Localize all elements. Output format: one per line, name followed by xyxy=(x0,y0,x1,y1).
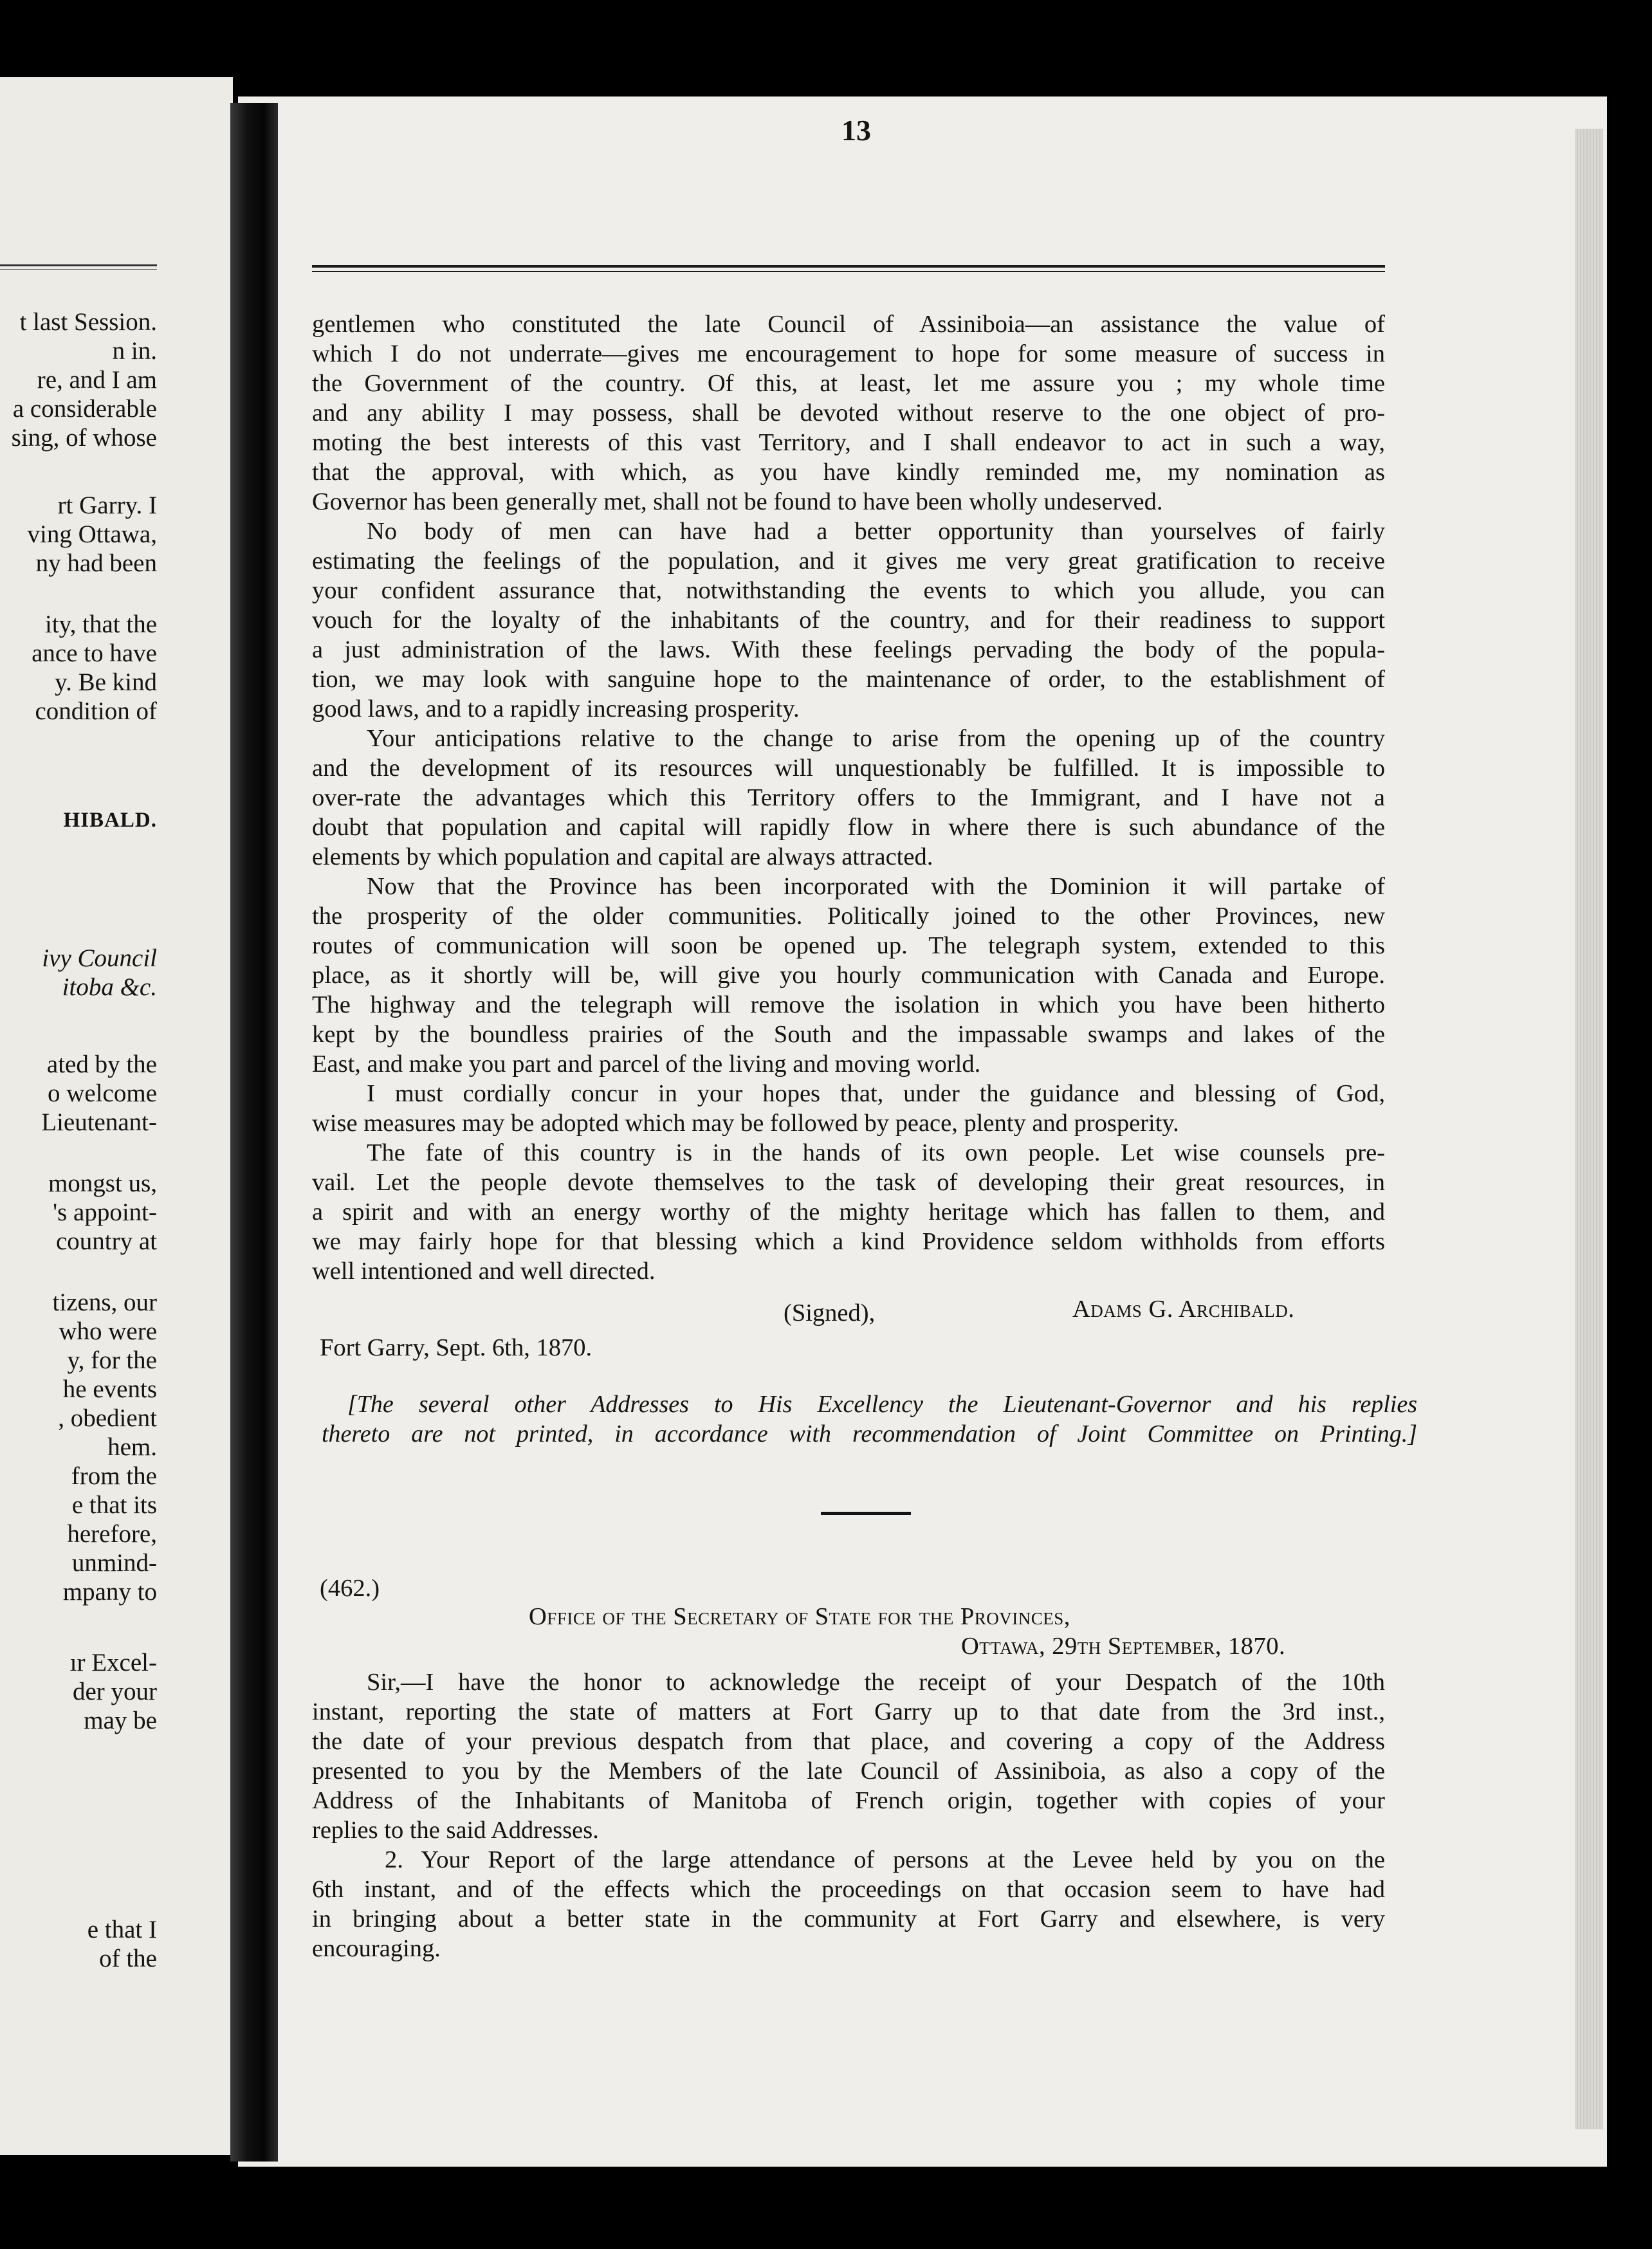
body-line: East, and make you part and parcel of the living and moving world. xyxy=(312,1051,981,1078)
left-line: ity, that the xyxy=(44,610,157,638)
left-line: tizens, our xyxy=(52,1289,157,1316)
body-line: that the approval, with which, as you have kindly reminded me, my nomination as xyxy=(312,459,1385,486)
body-line: routes of communication will soon be opened up. The telegraph system, extended to this xyxy=(312,932,1385,959)
left-header-rule xyxy=(0,264,157,270)
body-line: The fate of this country is in the hands of its own people. Let wise counsels pre- xyxy=(367,1139,1385,1166)
body-line: wise measures may be adopted which may be followed by peace, plenty and prosperity. xyxy=(312,1110,1179,1137)
body-line: good laws, and to a rapidly increasing prosperity. xyxy=(312,695,800,722)
body-line: moting the best interests of this vast Territory, and I shall endeavor to act in such a way, xyxy=(312,429,1385,456)
left-line: country at xyxy=(55,1227,157,1255)
body-line: a spirit and with an energy worthy of the mighty heritage which has fallen to them, and xyxy=(312,1198,1385,1225)
editorial-note-line: [The several other Addresses to His Excellency the Lieutenant-Governor and his replies xyxy=(347,1391,1417,1418)
left-line: of the xyxy=(99,1945,157,1972)
body-line: No body of men can have had a better opportunity than yourselves of fairly xyxy=(367,518,1385,545)
body-line: estimating the feelings of the population, and it gives me very great gratification to receive xyxy=(312,547,1385,574)
left-line: ır Excel- xyxy=(69,1649,157,1676)
left-line: n in. xyxy=(112,337,157,365)
left-line: mongst us, xyxy=(48,1170,157,1197)
office-heading: Office of the Secretary of State for the Provinces, xyxy=(529,1603,1070,1630)
left-line: may be xyxy=(84,1707,157,1734)
letter-line: replies to the said Addresses. xyxy=(312,1817,599,1844)
letter-line: the date of your previous despatch from that place, and covering a copy of the Address xyxy=(312,1728,1385,1755)
body-line: doubt that population and capital will rapidly flow in where there is such abundance of the xyxy=(312,814,1385,841)
left-line: mpany to xyxy=(62,1578,157,1606)
document-number: (462.) xyxy=(320,1575,380,1602)
left-line: itoba &c. xyxy=(62,973,157,1001)
body-line: the Government of the country. Of this, at least, let me assure you ; my whole time xyxy=(312,370,1385,397)
left-line: unmind- xyxy=(71,1549,157,1577)
letter-line: Address of the Inhabitants of Manitoba of French origin, together with copies of your xyxy=(312,1787,1385,1814)
body-line: your confident assurance that, notwithstanding the events to which you allude, you can xyxy=(312,577,1385,604)
body-line: The highway and the telegraph will remove the isolation in which you have been hitherto xyxy=(312,991,1385,1018)
place-and-date: Fort Garry, Sept. 6th, 1870. xyxy=(320,1334,592,1361)
left-line: ving Ottawa, xyxy=(27,520,157,548)
section-divider xyxy=(821,1512,911,1515)
body-line: Governor has been generally met, shall not be found to have been wholly undeserved. xyxy=(312,488,1163,515)
left-line: e that its xyxy=(71,1491,157,1519)
left-line: ivy Council xyxy=(42,944,157,972)
letter-line: 2. Your Report of the large attendance of persons at the Levee held by you on the xyxy=(385,1846,1385,1873)
signatory-name: Adams G. Archibald. xyxy=(1072,1296,1295,1323)
left-line: he events xyxy=(62,1375,157,1403)
body-line: gentlemen who constituted the late Council of Assiniboia—an assistance the value of xyxy=(312,311,1385,338)
left-line: who were xyxy=(59,1317,157,1345)
left-line: hem. xyxy=(107,1433,157,1461)
left-line: o welcome xyxy=(47,1079,157,1107)
book-gutter xyxy=(230,103,278,2162)
left-line: herefore, xyxy=(67,1520,157,1548)
body-line: and any ability I may possess, shall be devoted without reserve to the one object of pro- xyxy=(312,399,1385,427)
left-signature-fragment: HIBALD. xyxy=(63,809,157,832)
signed-label: (Signed), xyxy=(784,1299,876,1326)
left-line: re, and I am xyxy=(37,366,157,394)
body-line: vail. Let the people devote themselves to the task of developing their great resources, in xyxy=(312,1169,1385,1196)
letter-line: Sir,—I have the honor to acknowledge the receipt of your Despatch of the 10th xyxy=(367,1669,1385,1696)
left-line: sing, of whose xyxy=(11,424,157,452)
left-line: y. Be kind xyxy=(55,668,157,696)
left-line: ated by the xyxy=(46,1051,157,1078)
left-line: e that I xyxy=(87,1916,157,1943)
left-line: condition of xyxy=(35,697,157,725)
left-line: a considerable xyxy=(12,395,157,423)
letter-line: instant, reporting the state of matters at Fort Garry up to that date from the 3rd inst., xyxy=(312,1698,1385,1725)
left-line: y, for the xyxy=(67,1346,157,1374)
header-rule xyxy=(312,265,1385,272)
left-facing-page xyxy=(0,77,233,2155)
body-line: kept by the boundless prairies of the South and the impassable swamps and lakes of the xyxy=(312,1021,1385,1048)
left-line: ny had been xyxy=(35,549,157,577)
left-line: ance to have xyxy=(32,639,157,667)
left-line: Lieutenant- xyxy=(41,1108,157,1136)
left-line: from the xyxy=(71,1462,157,1490)
body-line: I must cordially concur in your hopes that, under the guidance and blessing of God, xyxy=(367,1080,1385,1107)
left-line: 's appoint- xyxy=(53,1198,157,1226)
page-number: 13 xyxy=(841,114,871,147)
body-line: which I do not underrate—gives me encouragement to hope for some measure of success in xyxy=(312,340,1385,367)
left-line: , obedient xyxy=(58,1404,157,1432)
letter-line: 6th instant, and of the effects which the proceedings on that occasion seem to have had xyxy=(312,1876,1385,1903)
left-line: der your xyxy=(72,1678,157,1705)
letter-line: in bringing about a better state in the community at Fort Garry and elsewhere, is very xyxy=(312,1905,1385,1932)
body-line: place, as it shortly will be, will give you hourly communication with Canada and Europe. xyxy=(312,962,1385,989)
body-line: the prosperity of the older communities. Politically joined to the other Provinces, new xyxy=(312,903,1385,930)
left-line: rt Garry. I xyxy=(57,491,157,519)
body-line: elements by which population and capital are always attracted. xyxy=(312,843,933,870)
body-line: Your anticipations relative to the change to arise from the opening up of the country xyxy=(367,725,1385,752)
letter-line: presented to you by the Members of the late Council of Assiniboia, as also a copy of the xyxy=(312,1758,1385,1785)
page-edge-stack xyxy=(1575,129,1603,2129)
body-line: tion, we may look with sanguine hope to the maintenance of order, to the establishment of xyxy=(312,666,1385,693)
body-line: vouch for the loyalty of the inhabitants of the country, and for their readiness to support xyxy=(312,607,1385,634)
dateline: Ottawa, 29th September, 1870. xyxy=(961,1633,1286,1660)
body-line: over-rate the advantages which this Territory offers to the Immigrant, and I have not a xyxy=(312,784,1385,811)
editorial-note-line: thereto are not printed, in accordance with recommendation of Joint Committee on Printing.] xyxy=(322,1420,1417,1447)
body-line: and the development of its resources will unquestionably be fulfilled. It is impossible to xyxy=(312,755,1385,782)
body-line: we may fairly hope for that blessing which a kind Providence seldom withholds from efforts xyxy=(312,1228,1385,1255)
body-line: well intentioned and well directed. xyxy=(312,1258,656,1285)
body-line: a just administration of the laws. With these feelings pervading the body of the popula- xyxy=(312,636,1385,663)
letter-line: encouraging. xyxy=(312,1935,441,1962)
left-line: t last Session. xyxy=(19,308,157,336)
body-line: Now that the Province has been incorporated with the Dominion it will partake of xyxy=(367,873,1385,900)
